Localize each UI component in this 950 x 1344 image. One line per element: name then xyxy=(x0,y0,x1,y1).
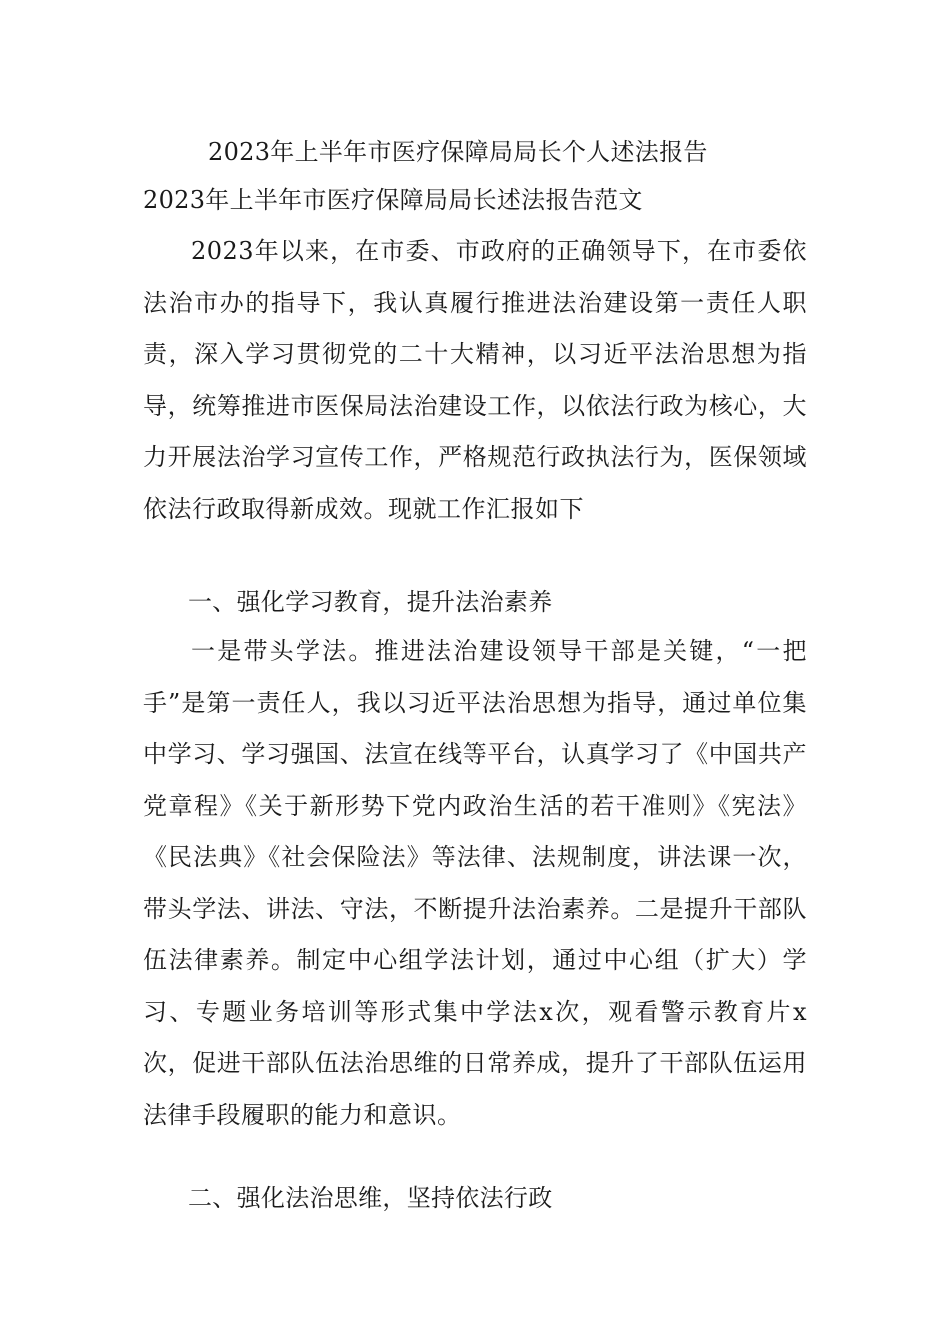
intro-paragraph: 2023年以来，在市委、市政府的正确领导下，在市委依法治市办的指导下，我认真履行推进法治建设第一责任人职责，深入学习贯彻党的二十大精神，以习近平法治思想为指导，统筹推进市医保局法治建设工作，以依法行政为核心，大力开展法治学习宣传工作，严格规范行政执法行为，医保领域依法行政取得新成效。现就工作汇报如下 xyxy=(143,237,807,523)
document-title: 2023年上半年市医疗保障局局长个人述法报告 xyxy=(208,138,708,166)
section-2-heading: 二、强化法治思维，坚持依法行政 xyxy=(188,1184,553,1212)
document-subtitle: 2023年上半年市医疗保障局局长述法报告范文 xyxy=(143,186,643,214)
section-1-heading: 一、强化学习教育，提升法治素养 xyxy=(188,588,553,616)
section-1-paragraph: 一是带头学法。推进法治建设领导干部是关键，“一把手”是第一责任人，我以习近平法治思想为指导，通过单位集中学习、学习强国、法宣在线等平台，认真学习了《中国共产党章程》《关于新形势下党内政治生活的若干准则》《宪法》《民法典》《社会保险法》等法律、法规制度，讲法课一次，带头学法、讲法、守法，不断提升法治素养。二是提升干部队伍法律素养。制定中心组学法计划，通过中心组（扩大）学习、专题业务培训等形式集中学法x次，观看警示教育片x次，促进干部队伍法治思维的日常养成，提升了干部队伍运用法律手段履职的能力和意识。 xyxy=(143,637,807,1129)
